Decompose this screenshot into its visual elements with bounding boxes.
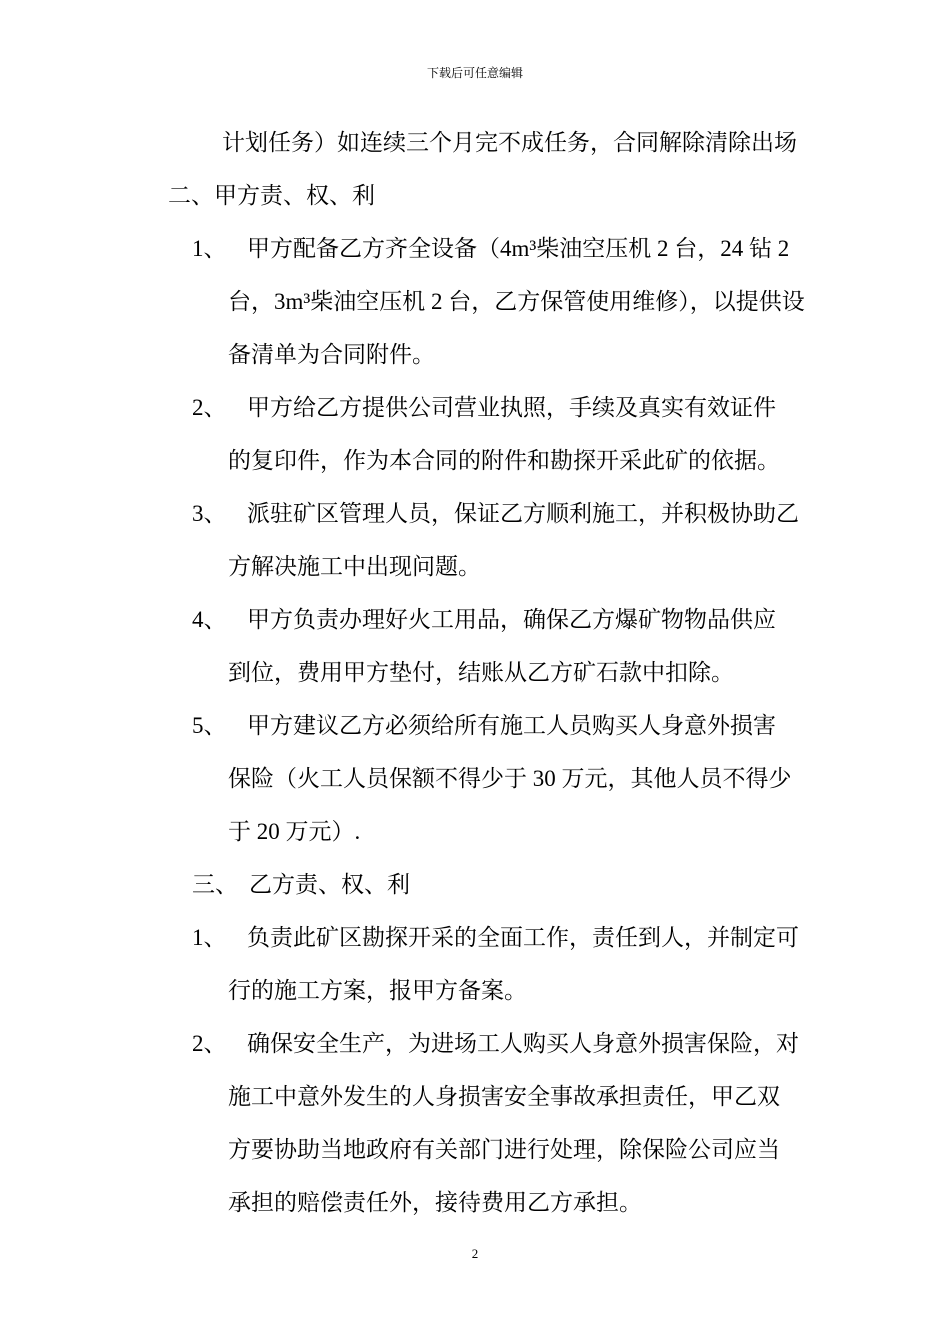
s2-item-3-line-1: 派驻矿区管理人员，保证乙方顺利施工，并积极协助乙 — [247, 501, 799, 526]
continuation-line: 计划任务）如连续三个月完不成任务，合同解除清除出场 — [222, 130, 797, 155]
s2-item-4-line-2: 到位，费用甲方垫付，结账从乙方矿石款中扣除。 — [228, 660, 734, 685]
page-number: 2 — [471, 1246, 479, 1261]
s2-item-2-line-1: 甲方给乙方提供公司营业执照，手续及真实有效证件 — [247, 395, 776, 420]
s3-item-2-line-4: 承担的赔偿责任外，接待费用乙方承担。 — [228, 1190, 642, 1215]
section-2-heading: 二、甲方责、权、利 — [168, 183, 375, 208]
s3-item-1-line-2: 行的施工方案，报甲方备案。 — [228, 978, 527, 1003]
s2-item-5-number: 5、 — [192, 713, 227, 738]
s3-item-1-number: 1、 — [192, 925, 227, 950]
section-3-heading-number: 三、 — [192, 872, 238, 897]
s3-item-2-number: 2、 — [192, 1031, 227, 1056]
s3-item-2-line-1: 确保安全生产，为进场工人购买人身意外损害保险，对 — [247, 1031, 799, 1056]
s2-item-5-line-3: 于 20 万元）. — [228, 819, 361, 844]
section-3-heading: 乙方责、权、利 — [249, 872, 410, 897]
s2-item-3-number: 3、 — [192, 501, 227, 526]
s2-item-2-line-2: 的复印件，作为本合同的附件和勘探开采此矿的依据。 — [228, 448, 780, 473]
s2-item-4-line-1: 甲方负责办理好火工用品，确保乙方爆矿物物品供应 — [247, 607, 776, 632]
s3-item-2-line-2: 施工中意外发生的人身损害安全事故承担责任，甲乙双 — [228, 1084, 780, 1109]
s2-item-1-line-3: 备清单为合同附件。 — [228, 342, 435, 367]
s2-item-5-line-1: 甲方建议乙方必须给所有施工人员购买人身意外损害 — [247, 713, 776, 738]
s2-item-1-line-1: 甲方配备乙方齐全设备（4m³柴油空压机 2 台，24 钻 2 — [247, 236, 790, 261]
s3-item-1-line-1: 负责此矿区勘探开采的全面工作，责任到人，并制定可 — [247, 925, 799, 950]
s2-item-2-number: 2、 — [192, 395, 227, 420]
s2-item-3-line-2: 方解决施工中出现问题。 — [228, 554, 481, 579]
s2-item-5-line-2: 保险（火工人员保额不得少于 30 万元，其他人员不得少 — [228, 766, 792, 791]
s3-item-2-line-3: 方要协助当地政府有关部门进行处理，除保险公司应当 — [228, 1137, 780, 1162]
s2-item-1-line-2: 台，3m³柴油空压机 2 台，乙方保管使用维修），以提供设 — [228, 289, 805, 314]
s2-item-1-number: 1、 — [192, 236, 227, 261]
s2-item-4-number: 4、 — [192, 607, 227, 632]
header-note: 下载后可任意编辑 — [426, 66, 523, 80]
